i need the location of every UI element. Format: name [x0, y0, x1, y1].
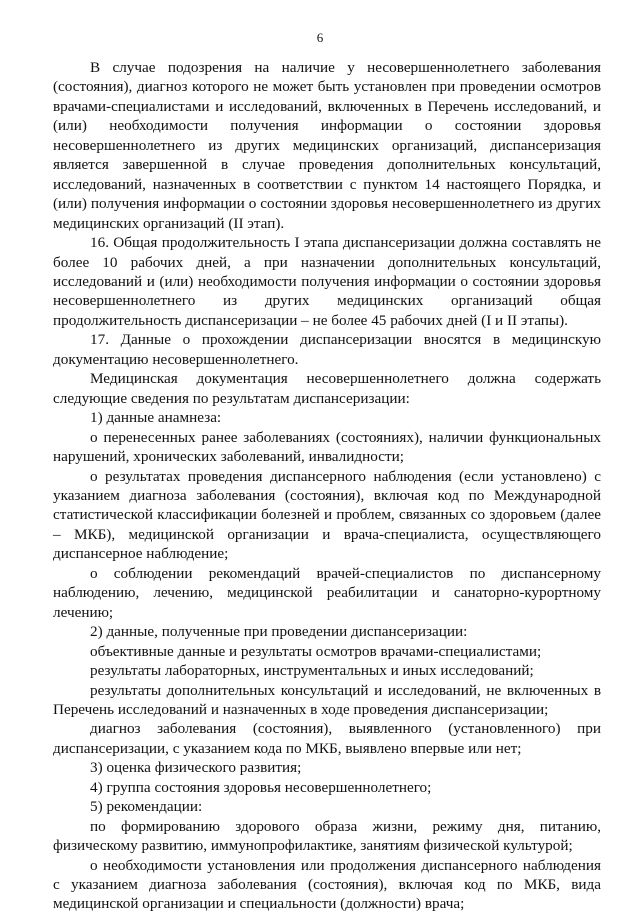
sub-item-observation-need: о необходимости установления или продолжения диспансерного наблюдения с указанием диагноза заболевания (состояния), включая код по МКБ, вида медицинской организации и специальности (должности) врача; [53, 856, 601, 913]
sub-item-additional-consultations: результаты дополнительных консультаций и исследований, не включенных в Перечень исследований и назначенных в ходе проведения диспансеризации; [53, 681, 601, 718]
document-body [53, 58, 601, 914]
paragraph-item-16-duration: 16. Общая продолжительность I этапа диспансеризации должна составлять не более 10 рабочих дней, а при назначении дополнительных консультаций, исследований и (или) необходимости получения информации о состоянии здоровья несовершеннолетнего из других медицинских организаций общая продолжительность диспансеризации – не более 45 рабочих дней (I и II этапы). [53, 234, 601, 329]
paragraph-item-17-records: 17. Данные о прохождении диспансеризации вносятся в медицинскую документацию несовершеннолетнего. [53, 331, 601, 368]
sub-item-healthy-lifestyle: по формированию здорового образа жизни, режиму дня, питанию, физическому развитию, иммунопрофилактике, занятиям физической культурой; [53, 817, 601, 855]
page-number: 6 [316, 30, 324, 45]
sub-item-observation-results: о результатах проведения диспансерного наблюдения (если установлено) с указанием диагноза заболевания (состояния), включая код по Международной статистической классификации болезней и проблем, связанных со здоровьем (далее – МКБ), медицинской организации и врача-специалиста, осуществляющего диспансерное наблюдение; [53, 467, 601, 563]
paragraph-incomplete-diagnosis: В случае подозрения на наличие у несовершеннолетнего заболевания (состояния), диагноз которого не может быть установлен при проведении осмотров врачами-специалистами и исследований, включенных в Перечень исследований, и (или) необходимости получения информации о состоянии здоровья несовершеннолетнего из других медицинских организаций, диспансеризация является завершенной в случае проведения дополнительных консультаций, исследований, назначенных в соответствии с пунктом 14 настоящего Порядка, и (или) получения информации о состоянии здоровья несовершеннолетнего из других медицинских организаций (II этап). [53, 59, 601, 232]
list-item-anamnesis: 1) данные анамнеза: [90, 409, 222, 427]
list-item-health-group: 4) группа состояния здоровья несовершеннолетнего; [90, 778, 432, 796]
sub-item-objective-data: объективные данные и результаты осмотров врачами-специалистами; [90, 642, 542, 660]
sub-item-recommendation-compliance: о соблюдении рекомендаций врачей-специалистов по диспансерному наблюдению, лечению, медицинской реабилитации и санаторно-курортному лечению; [53, 564, 601, 621]
sub-item-past-diseases: о перенесенных ранее заболеваниях (состояниях), наличии функциональных нарушений, хронических заболеваний, инвалидности; [53, 428, 601, 466]
paragraph-documentation-contents: Медицинская документация несовершеннолетнего должна содержать следующие сведения по результатам диспансеризации: [53, 370, 601, 407]
sub-item-lab-results: результаты лабораторных, инструментальных и иных исследований; [90, 662, 534, 680]
list-item-recommendations: 5) рекомендации: [90, 798, 203, 816]
list-item-examination-data: 2) данные, полученные при проведении диспансеризации: [90, 623, 468, 641]
sub-item-diagnosis: диагноз заболевания (состояния), выявленного (установленного) при диспансеризации, с указанием кода по МКБ, выявлено впервые или нет; [53, 720, 601, 757]
list-item-physical-development: 3) оценка физического развития; [90, 759, 302, 777]
